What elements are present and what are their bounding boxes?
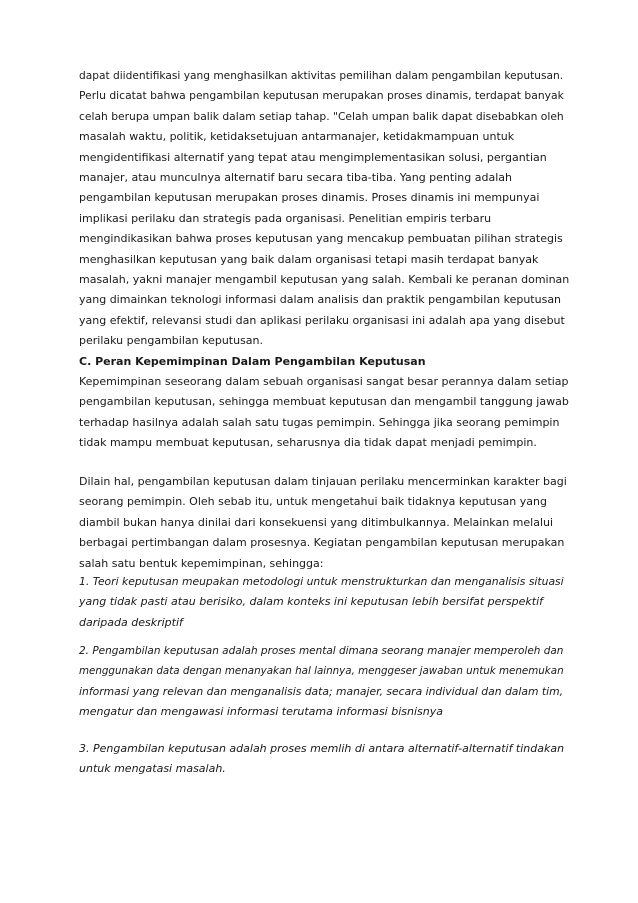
text-line: menggunakan data dengan menanyakan hal lainnya, menggeser jawaban untuk menemukan xyxy=(79,665,564,678)
list-item xyxy=(79,641,569,723)
list-item xyxy=(79,572,569,633)
text-line: 3. Pengambilan keputusan adalah proses memlih di antara alternatif-alternatif tindakan xyxy=(79,742,565,755)
text-line: dapat diidentifikasi yang menghasilkan aktivitas pemilihan dalam pengambilan keputusan. xyxy=(79,69,564,82)
text-line: diambil bukan hanya dinilai dari konsekuensi yang ditimbulkannya. Melainkan melalui xyxy=(79,515,554,529)
text-line: perilaku pengambilan keputusan. xyxy=(79,334,264,348)
text-line: mengatur dan mengawasi informasi terutama informasi bisnisnya xyxy=(79,705,443,719)
section-heading-text: C. Peran Kepemimpinan Dalam Pengambilan Keputusan xyxy=(79,355,426,368)
text-line: Dilain hal, pengambilan keputusan dalam tinjauan perilaku mencerminkan karakter bagi xyxy=(79,475,567,488)
text-line: mengidentifikasi alternatif yang tepat atau mengimplementasikan solusi, pergantian xyxy=(79,150,547,164)
text-line: yang efektif, relevansi studi dan aplikasi perilaku organisasi ini adalah apa yang disebut xyxy=(79,313,565,327)
paragraph-decision-process xyxy=(79,66,569,351)
text-line: pengambilan keputusan merupakan proses dinamis. Proses dinamis ini mempunyai xyxy=(79,191,540,205)
text-line: 2. Pengambilan keputusan adalah proses mental dimana seorang manajer memperoleh dan xyxy=(79,645,564,657)
text-line: mengindikasikan bahwa proses keputusan yang mencakup pembuatan pilihan strategis xyxy=(79,232,563,246)
text-line: 1. Teori keputusan meupakan metodologi untuk menstrukturkan dan menganalisis situasi xyxy=(79,575,564,588)
text-line: manajer, atau munculnya alternatif baru secara tiba-tiba. Yang penting adalah xyxy=(79,170,512,184)
text-line: yang tidak pasti atau berisiko, dalam konteks ini keputusan lebih bersifat perspektif xyxy=(79,595,544,609)
text-line: salah satu bentuk kepemimpinan, sehingga: xyxy=(79,556,324,570)
text-line: informasi yang relevan dan menganalisis data; manajer, secara individual dan dalam tim, xyxy=(79,684,564,698)
paragraph-behavioral-review xyxy=(79,472,569,574)
text-line: terhadap hasilnya adalah salah satu tugas pemimpin. Sehingga jika seorang pemimpin xyxy=(79,415,560,429)
text-line: menghasilkan keputusan yang baik dalam organisasi tetapi masih terdapat banyak xyxy=(79,252,539,266)
text-line: daripada deskriptif xyxy=(79,615,183,629)
text-line: implikasi perilaku dan strategis pada organisasi. Penelitian empiris terbaru xyxy=(79,211,492,225)
list-item xyxy=(79,739,569,780)
text-line: masalah waktu, politik, ketidaksetujuan antarmanajer, ketidakmampuan untuk xyxy=(79,130,515,144)
text-line: berbagai pertimbangan dalam prosesnya. Kegiatan pengambilan keputusan merupakan xyxy=(79,536,565,550)
paragraph-leadership-role xyxy=(79,372,569,454)
text-line: untuk mengatasi masalah. xyxy=(79,762,226,776)
text-line: celah berupa umpan balik dalam setiap tahap. "Celah umpan balik dapat disebabkan oleh xyxy=(79,109,564,123)
text-line: tidak mampu membuat keputusan, seharusnya dia tidak dapat menjadi pemimpin. xyxy=(79,436,537,450)
section-heading xyxy=(79,352,569,372)
text-line: Perlu dicatat bahwa pengambilan keputusan merupakan proses dinamis, terdapat banyak xyxy=(79,89,564,103)
text-line: masalah, yakni manajer mengambil keputusan yang salah. Kembali ke peranan dominan xyxy=(79,272,570,286)
text-line: Kepemimpinan seseorang dalam sebuah organisasi sangat besar perannya dalam setiap xyxy=(79,375,569,388)
text-line: yang dimainkan teknologi informasi dalam analisis dan praktik pengambilan keputusan xyxy=(79,293,562,307)
text-line: seorang pemimpin. Oleh sebab itu, untuk mengetahui baik tidaknya keputusan yang xyxy=(79,495,547,509)
text-line: pengambilan keputusan, sehingga membuat keputusan dan mengambil tanggung jawab xyxy=(79,395,569,409)
